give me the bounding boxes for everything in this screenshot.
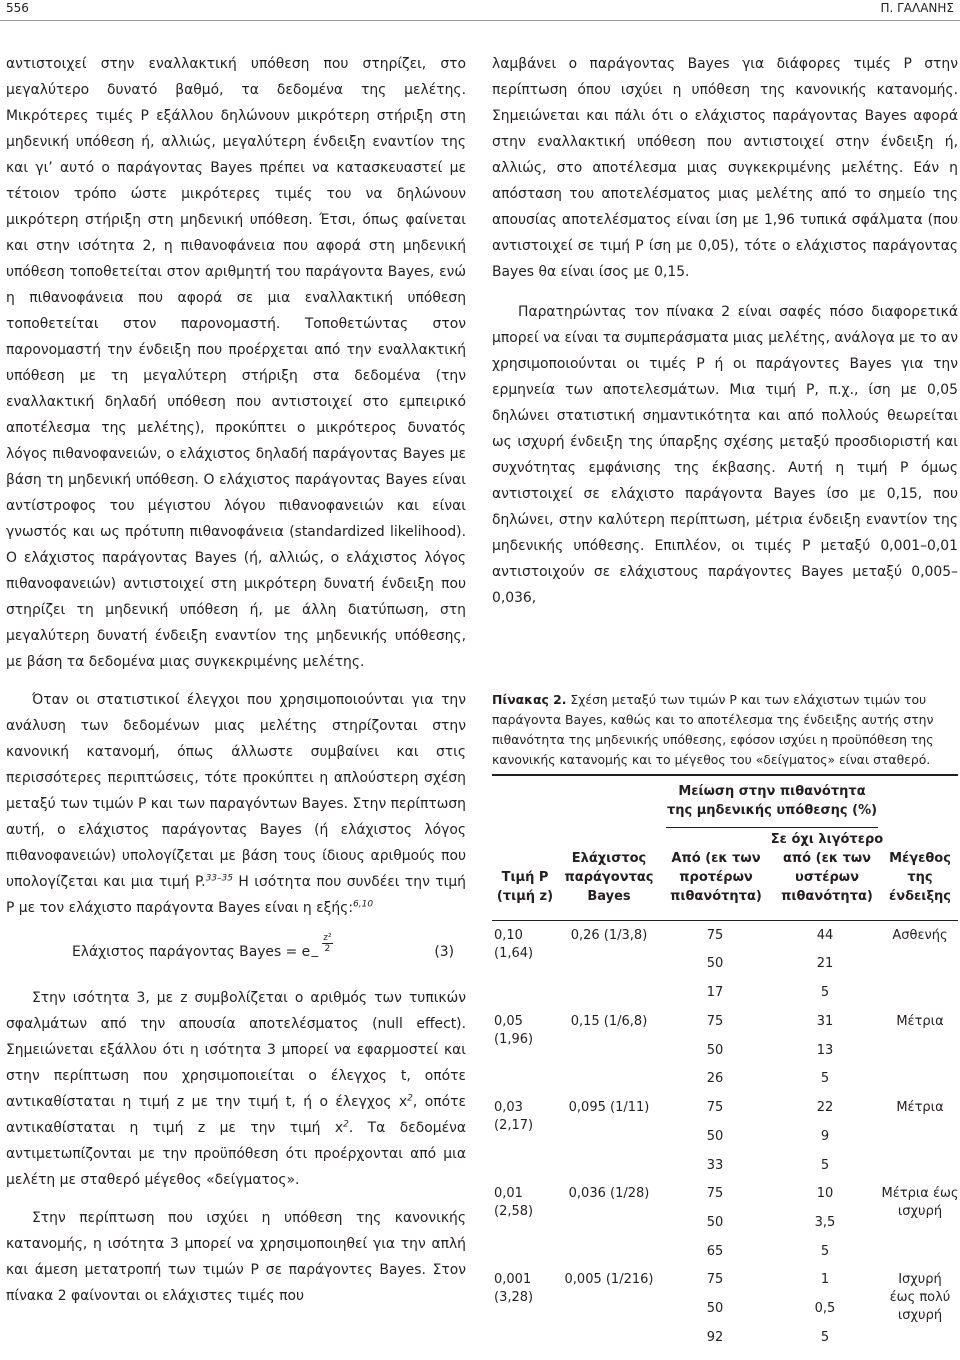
p-value-cell — [494, 927, 533, 963]
strength-line: ισχυρή — [897, 1308, 943, 1323]
header-to — [768, 830, 886, 906]
page-number: 556 — [6, 1, 29, 15]
from-cell: 50 — [706, 1043, 724, 1058]
right-paragraph-1: λαμβάνει ο παράγοντας Bayes για διάφορες τιμές P στην περίπτωση όπου ισχύει η υπόθεση της κανονικής κατανομής. Σημειώνεται και πάλι ότι ο ελάχιστος παράγοντας Bayes αφορά στην εναλλακτική υπόθεση που αντιστοιχεί στην ένδειξη ή, αλλιώς, στο αποτέλεσμα μιας συγκεκριμένης μελέτης. Εάν η απόσταση του αποτελέσματος μιας μελέτης από το σημείο της απουσίας αποτελέσματος είναι ίση με 1,96 τυπικά σφάλματα (που αντιστοιχεί σε τιμή P ίση με 0,05), τότε ο ελάχιστος παράγοντας Bayes θα είναι ίσος με 0,15. — [492, 56, 958, 280]
to-cell: 0,5 — [814, 1301, 836, 1316]
header-bf-line: παράγοντας — [564, 870, 654, 885]
header-group-line: Μείωση στην πιθανότητα — [678, 784, 866, 799]
p-value: 0,10 — [494, 928, 523, 943]
left-paragraph-2 — [6, 687, 466, 921]
strength-line: Μέτρια — [896, 1100, 944, 1115]
exponent-fraction — [322, 933, 332, 954]
to-cell: 44 — [816, 928, 834, 943]
strength-line: Μέτρια — [896, 1014, 944, 1029]
header-p-line: Τιμή P — [501, 870, 549, 885]
strength-cell — [874, 1013, 960, 1031]
caption-label: Πίνακας 2. — [492, 692, 567, 707]
from-cell: 50 — [706, 1301, 724, 1316]
header-from-line: προτέρων — [679, 870, 753, 885]
header-p-line: (τιμή z) — [496, 889, 554, 904]
z-value: (1,96) — [494, 1032, 534, 1047]
p-value-cell — [494, 1013, 533, 1049]
caption-text: Σχέση μεταξύ των τιμών P και των ελάχιστων τιμών του παράγοντα Bayes, καθώς και το αποτέλεσμα της ένδειξης αυτής στην πιθανότητα της μηδενικής υπόθεσης, εφόσον ισχύει η προϋπόθεση της κανονικής κατανομής και το μέγεθος του «δείγματος» είναι σταθερό. — [492, 692, 934, 767]
to-cell: 10 — [816, 1186, 834, 1201]
p2-tail: Η ισότητα που συνδέει την τιμή P με τον ελάχιστο παράγοντα Bayes είναι η εξής: — [6, 874, 466, 916]
header-group — [660, 782, 884, 820]
z-value: (3,28) — [494, 1290, 534, 1305]
header-to-line: Σε όχι λιγότερο — [770, 832, 884, 847]
left-column — [6, 51, 466, 1309]
header-bf-line: Ελάχιστος — [571, 851, 647, 866]
header-from-line: πιθανότητα) — [670, 889, 762, 904]
z-value: (2,58) — [494, 1204, 534, 1219]
p3-sup-1: 2 — [407, 1093, 413, 1104]
equation-exponent — [310, 933, 340, 965]
running-author: Π. ΓΑΛΑΝΗΣ — [880, 1, 954, 15]
table-group-rule — [666, 827, 878, 828]
z-value: (1,64) — [494, 946, 534, 961]
equation-lhs: Ελάχιστος παράγοντας Bayes = e — [72, 944, 311, 960]
p3-sup-2: 2 — [343, 1119, 349, 1130]
header-to-line: υστέρων — [795, 870, 859, 885]
exponent-numerator: z² — [323, 933, 332, 943]
from-cell: 26 — [706, 1071, 724, 1086]
right-paragraph-2: Παρατηρώντας τον πίνακα 2 είναι σαφές πόσο διαφορετικά μπορεί να είναι τα συμπεράσματα μιας μελέτης, ανάλογα με το αν χρησιμοποιούνται οι τιμές P ή οι παράγοντες Bayes για την ερμηνεία των αποτελεσμάτων. Μια τιμή P, π.χ., ίση με 0,05 δηλώνει στατιστική σημαντικότητα και από πολλούς θεωρείται ως ισχυρή ένδειξη της ύπαρξης σχέσης μεταξύ προσδιοριστή και συχνότητας εμφάνισης της έκβασης. Αυτή η τιμή P όμως αντιστοιχεί σε ελάχιστο παράγοντα Bayes ίσο με 0,15, που δηλώνει, στην καλύτερη περίπτωση, μέτρια ένδειξη εναντίον της μηδενικής υπόθεσης. Επιπλέον, οι τιμές P μεταξύ 0,001–0,01 αντιστοιχούν σε ελάχιστους παράγοντες Bayes μεταξύ 0,005–0,036, — [492, 304, 958, 606]
min-bayes-cell: 0,26 (1/3,8) — [570, 928, 648, 943]
from-cell: 17 — [706, 985, 724, 1000]
to-cell: 1 — [820, 1272, 830, 1287]
exponent-denominator: 2 — [324, 944, 331, 954]
p-value: 0,001 — [494, 1272, 532, 1287]
header-to-line: πιθανότητα) — [781, 889, 873, 904]
p-value: 0,01 — [494, 1186, 523, 1201]
strength-cell — [874, 1185, 960, 1221]
strength-line: Ασθενής — [892, 928, 948, 943]
strength-cell — [874, 1271, 960, 1325]
p-value: 0,03 — [494, 1100, 523, 1115]
to-cell: 9 — [820, 1129, 830, 1144]
from-cell: 75 — [706, 1014, 724, 1029]
min-bayes-cell: 0,095 (1/11) — [568, 1100, 650, 1115]
running-header — [6, 0, 954, 18]
header-strength-line: Μέγεθος — [889, 851, 951, 866]
from-cell: 75 — [706, 1100, 724, 1115]
to-cell: 5 — [820, 1244, 830, 1259]
to-cell: 3,5 — [814, 1215, 836, 1230]
p2-tail-reference: 6,10 — [353, 899, 374, 910]
to-cell: 5 — [820, 1071, 830, 1086]
from-cell: 50 — [706, 1129, 724, 1144]
p-value: 0,05 — [494, 1014, 523, 1029]
z-value: (2,17) — [494, 1118, 534, 1133]
p-value-cell — [494, 1099, 533, 1135]
from-cell: 75 — [706, 1272, 724, 1287]
header-from — [660, 849, 772, 906]
left-paragraph-4: Στην περίπτωση που ισχύει η υπόθεση της κανονικής κατανομής, η ισότητα 3 μπορεί να χρησιμοποιηθεί για την απλή και άμεση μετατροπή των τιμών P σε παράγοντες Bayes. Στον πίνακα 2 φαίνονται οι ελάχιστες τιμές που — [6, 1210, 466, 1304]
to-cell: 5 — [820, 1158, 830, 1173]
from-cell: 92 — [706, 1330, 724, 1345]
from-cell: 75 — [706, 928, 724, 943]
p-value-cell — [494, 1185, 533, 1221]
p-value-cell — [494, 1271, 533, 1307]
header-strength-line: της — [907, 870, 933, 885]
from-cell: 50 — [706, 1215, 724, 1230]
equation-3 — [6, 933, 466, 965]
to-cell: 5 — [820, 985, 830, 1000]
right-column — [492, 51, 958, 611]
to-cell: 22 — [816, 1100, 834, 1115]
min-bayes-cell: 0,005 (1/216) — [564, 1272, 654, 1287]
exponent-minus: − — [310, 950, 320, 963]
p2-reference: 33–35 — [205, 873, 233, 884]
table-header-rule — [492, 920, 958, 921]
strength-line: ισχυρή — [897, 1204, 943, 1219]
header-strength — [882, 849, 958, 906]
strength-line: έως πολύ — [889, 1290, 951, 1305]
min-bayes-cell: 0,15 (1/6,8) — [570, 1014, 648, 1029]
to-cell: 13 — [816, 1043, 834, 1058]
strength-cell — [874, 927, 960, 945]
p3-text-a: Στην ισότητα 3, με z συμβολίζεται ο αριθμός των τυπικών σφαλμάτων από την απουσία αποτελέσματος (null effect). Σημειώνεται εξάλλου ότι η ισότητα 3 μπορεί να εφαρμοστεί και στην περίπτωση που χρησιμοποιείται ο έλεγχος t, οπότε αντικαθίσταται η τιμή z με την τιμή t, ή ο έλεγχος x — [6, 990, 466, 1110]
header-min-bayes — [558, 849, 660, 906]
left-paragraph-3 — [6, 985, 466, 1193]
table-top-rule — [492, 774, 958, 776]
header-from-line: Από (εκ των — [671, 851, 761, 866]
strength-line: Μέτρια έως — [881, 1186, 959, 1201]
header-rule — [0, 20, 960, 21]
from-cell: 65 — [706, 1244, 724, 1259]
header-bf-line: Bayes — [587, 889, 631, 904]
from-cell: 50 — [706, 956, 724, 971]
to-cell: 31 — [816, 1014, 834, 1029]
min-bayes-cell: 0,036 (1/28) — [568, 1186, 650, 1201]
p2-text: Όταν οι στατιστικοί έλεγχοι που χρησιμοποιούνται για την ανάλυση των δεδομένων μιας μελέτης στηρίζονται στην κανονική κατανομή, όπως άλλωστε συμβαίνει και στις περισσότερες περιπτώσεις, τότε προκύπτει η απλούστερη σχέση μεταξύ των τιμών P και των παραγόντων Bayes. Στην περίπτωση αυτή, ο ελάχιστος παράγοντας Bayes (ή ελάχιστος λόγος πιθανοφανειών) υπολογίζεται με βάση τους ίδιους αριθμούς που υπολογίζεται και μια τιμή P. — [6, 692, 466, 890]
header-strength-line: ένδειξης — [889, 889, 951, 904]
equation-number: (3) — [434, 944, 454, 960]
from-cell: 75 — [706, 1186, 724, 1201]
to-cell: 5 — [820, 1330, 830, 1345]
from-cell: 33 — [706, 1158, 724, 1173]
header-to-line: από (εκ των — [782, 851, 872, 866]
p3-text-b: , οπότε αντικαθίσταται η τιμή z με την τιμή x — [6, 1094, 466, 1136]
strength-line: Ισχυρή — [898, 1272, 942, 1287]
header-p-value — [492, 868, 558, 906]
p3-text-c: . Τα δεδομένα αντιμετωπίζονται με την προϋπόθεση ότι προέρχονται από μια μελέτη με σταθερό μέγεθος «δείγματος». — [6, 1120, 466, 1188]
left-paragraph-1: αντιστοιχεί στην εναλλακτική υπόθεση που στηρίζει, στο μεγαλύτερο δυνατό βαθμό, τα δεδομένα της μελέτης. Μικρότερες τιμές P εξάλλου δηλώνουν μικρότερη στήριξη στη μηδενική υπόθεση ή, αλλιώς, μεγαλύτερη ένδειξη εναντίον της και γι’ αυτό ο παράγοντας Bayes πρέπει να κατασκευαστεί με τέτοιον τρόπο ώστε μικρότερες τιμές του να δηλώνουν μικρότερη στήριξη στη μηδενική υπόθεση. Έτσι, όπως φαίνεται και στην ισότητα 2, η πιθανοφάνεια που αφορά στη μηδενική υπόθεση τοποθετείται στον αριθμητή του παράγοντα Bayes, ενώ η πιθανοφάνεια που αφορά σε μια εναλλακτική υπόθεση τοποθετείται στον παρονομαστή. Τοποθετώντας στον παρονομαστή την ένδειξη που προέρχεται από την εναλλακτική υπόθεση με τη μεγαλύτερη στήριξη στα δεδομένα (την εναλλακτική δηλαδή υπόθεση που αντιστοιχεί στο εμπειρικό αποτέλεσμα της μελέτης), προκύπτει ο μικρότερος δυνατός λόγος πιθανοφανειών, ο ελάχιστος δηλαδή παράγοντας Bayes με βάση τη μηδενική υπόθεση. Ο ελάχιστος παράγοντας Bayes είναι αντίστροφος του μέγιστου λόγου πιθανοφανειών και είναι γνωστός και ως πρότυπη πιθανοφάνεια (standardized likelihood). Ο ελάχιστος παράγοντας Bayes (ή, αλλιώς, ο ελάχιστος λόγος πιθανοφανειών) αντιστοιχεί στη μικρότερη δυνατή ένδειξη που στηρίζει τη μηδενική υπόθεση ή, με άλλη διατύπωση, στη μεγαλύτερη δυνατή ένδειξη εναντίον της μηδενικής υπόθεσης, με βάση τα δεδομένα μιας συγκεκριμένης μελέτης. — [6, 56, 466, 670]
header-group-line: της μηδενικής υπόθεσης (%) — [666, 803, 878, 818]
table-caption — [492, 690, 958, 770]
strength-cell — [874, 1099, 960, 1117]
to-cell: 21 — [816, 956, 834, 971]
